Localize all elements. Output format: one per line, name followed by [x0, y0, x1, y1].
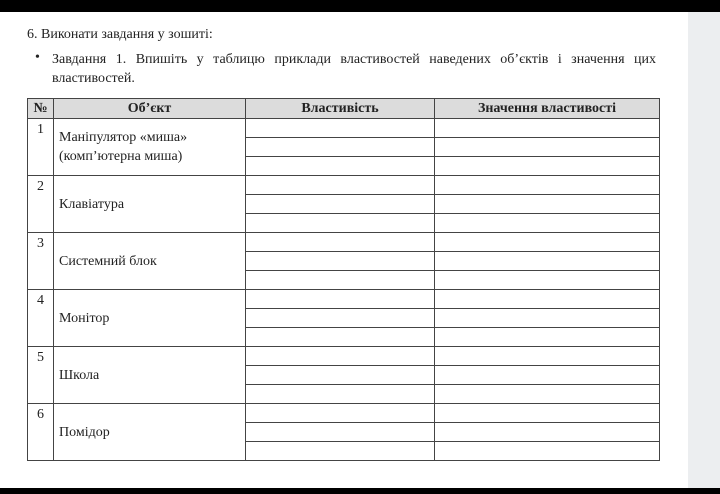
value-cell[interactable]: [435, 366, 660, 385]
property-cell[interactable]: [246, 328, 435, 347]
property-cell[interactable]: [246, 138, 435, 157]
property-cell[interactable]: [246, 366, 435, 385]
property-cell[interactable]: [246, 423, 435, 442]
table-row: [28, 347, 660, 366]
property-cell[interactable]: [246, 119, 435, 138]
table-row: [28, 290, 660, 309]
header-value: Значення властивості: [435, 99, 660, 119]
bottom-black-bar: [0, 488, 720, 494]
exercise-heading: 6. Виконати завдання у зошиті:: [27, 27, 213, 42]
row-number: 4: [28, 290, 54, 347]
value-cell[interactable]: [435, 214, 660, 233]
table-row: [28, 176, 660, 195]
side-panel: [688, 12, 720, 488]
row-number: 5: [28, 347, 54, 404]
bullet-icon: •: [35, 50, 40, 65]
header-number: №: [28, 99, 54, 119]
property-cell[interactable]: [246, 252, 435, 271]
object-name: Маніпулятор «миша» (комп’ютерна миша): [54, 119, 246, 176]
property-cell[interactable]: [246, 176, 435, 195]
row-number: 6: [28, 404, 54, 461]
value-cell[interactable]: [435, 309, 660, 328]
property-cell[interactable]: [246, 309, 435, 328]
value-cell[interactable]: [435, 442, 660, 461]
value-cell[interactable]: [435, 119, 660, 138]
value-cell[interactable]: [435, 328, 660, 347]
value-cell[interactable]: [435, 290, 660, 309]
row-number: 3: [28, 233, 54, 290]
object-name: Помідор: [54, 404, 246, 461]
value-cell[interactable]: [435, 176, 660, 195]
property-cell[interactable]: [246, 290, 435, 309]
value-cell[interactable]: [435, 233, 660, 252]
value-cell[interactable]: [435, 157, 660, 176]
value-cell[interactable]: [435, 252, 660, 271]
row-number: 1: [28, 119, 54, 176]
table-row: [28, 119, 660, 138]
value-cell[interactable]: [435, 423, 660, 442]
property-cell[interactable]: [246, 347, 435, 366]
property-cell[interactable]: [246, 157, 435, 176]
task-text: Завдання 1. Впишіть у таблицю приклади властивостей наведених об’єктів і значення цих властивостей.: [52, 52, 656, 86]
row-number: 2: [28, 176, 54, 233]
property-cell[interactable]: [246, 195, 435, 214]
properties-table: [27, 98, 660, 461]
object-name: Монітор: [54, 290, 246, 347]
value-cell[interactable]: [435, 138, 660, 157]
value-cell[interactable]: [435, 404, 660, 423]
value-cell[interactable]: [435, 271, 660, 290]
object-name: Системний блок: [54, 233, 246, 290]
object-name: Школа: [54, 347, 246, 404]
table-row: [28, 233, 660, 252]
property-cell[interactable]: [246, 404, 435, 423]
header-property: Властивість: [246, 99, 435, 119]
table-header-row: [28, 99, 660, 119]
value-cell[interactable]: [435, 195, 660, 214]
property-cell[interactable]: [246, 271, 435, 290]
value-cell[interactable]: [435, 385, 660, 404]
property-cell[interactable]: [246, 233, 435, 252]
value-cell[interactable]: [435, 347, 660, 366]
property-cell[interactable]: [246, 442, 435, 461]
table-row: [28, 404, 660, 423]
object-name: Клавіатура: [54, 176, 246, 233]
property-cell[interactable]: [246, 385, 435, 404]
property-cell[interactable]: [246, 214, 435, 233]
header-object: Об’єкт: [54, 99, 246, 119]
top-black-bar: [0, 0, 720, 12]
